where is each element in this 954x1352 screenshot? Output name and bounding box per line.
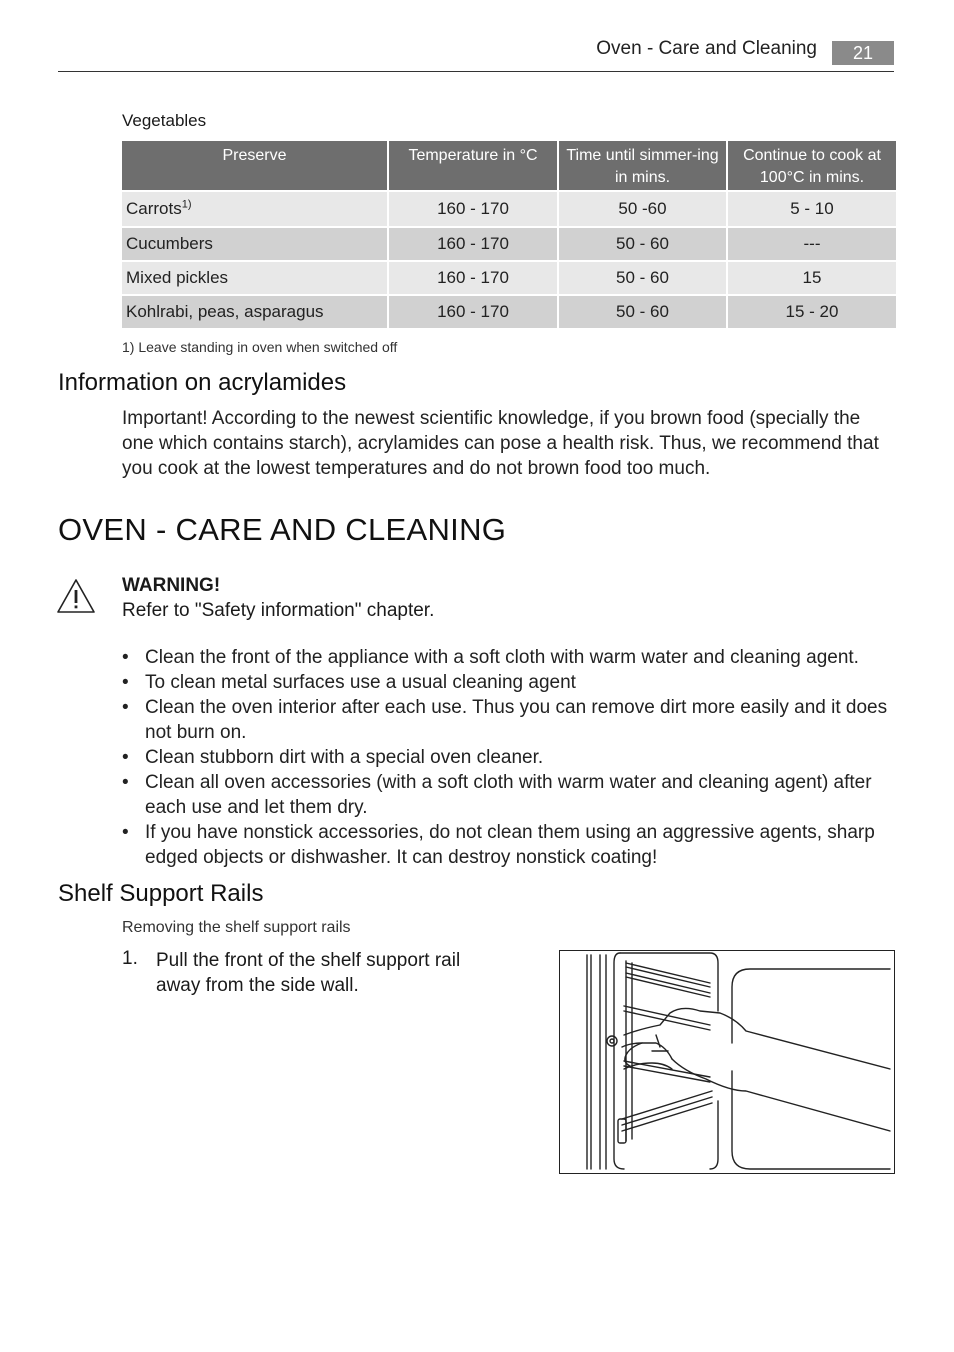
- table-footnote: 1) Leave standing in oven when switched off: [122, 339, 398, 355]
- warning-text: Refer to "Safety information" chapter.: [122, 600, 435, 621]
- table-cell: 50 -60: [559, 192, 726, 226]
- step-number: 1.: [122, 948, 138, 969]
- footnote-marker: 1): [181, 198, 192, 211]
- list-item-text: Clean stubborn dirt with a special oven cleaner.: [145, 747, 544, 768]
- step-text: Pull the front of the shelf support rail away from the side wall.: [156, 950, 461, 996]
- important-lead: Important!: [122, 408, 208, 429]
- column-header: Time until simmer-ing in mins.: [559, 141, 726, 190]
- list-item-text: Clean all oven accessories (with a soft cloth with warm water and cleaning agent) after each use and let them dry.: [145, 772, 872, 818]
- table-cell: 160 - 170: [389, 262, 557, 294]
- list-item-text: Clean the oven interior after each use. Thus you can remove dirt more easily and it does not burn on.: [145, 697, 888, 743]
- table-header-row: [122, 141, 896, 190]
- list-item: [122, 670, 902, 695]
- bullet: •: [122, 747, 129, 768]
- list-item: [122, 820, 902, 870]
- column-header: Continue to cook at 100°C in mins.: [728, 141, 896, 190]
- table-row: [122, 192, 896, 226]
- table-cell: 50 - 60: [559, 296, 726, 328]
- table-cell: Mixed pickles: [122, 262, 387, 294]
- bullet: •: [122, 672, 129, 693]
- table-cell: 50 - 60: [559, 228, 726, 260]
- acrylamides-paragraph: [122, 406, 892, 481]
- list-item: [122, 645, 902, 670]
- acrylamides-heading: Information on acrylamides: [58, 369, 347, 396]
- list-item: [122, 770, 902, 820]
- list-item-text: Clean the front of the appliance with a soft cloth with warm water and cleaning agent.: [145, 647, 859, 668]
- warning-title: WARNING!: [122, 575, 221, 596]
- page-number: 21: [832, 41, 894, 65]
- chapter-title: OVEN - CARE AND CLEANING: [58, 512, 507, 547]
- column-header: Temperature in °C: [389, 141, 557, 190]
- table-row: [122, 228, 896, 260]
- table-cell: ---: [728, 228, 896, 260]
- table-cell: 160 - 170: [389, 228, 557, 260]
- list-item-text: To clean metal surfaces use a usual cleaning agent: [145, 672, 576, 693]
- list-item: [122, 695, 902, 745]
- bullet: •: [122, 647, 129, 668]
- table-cell: 50 - 60: [559, 262, 726, 294]
- table-row: [122, 296, 896, 328]
- vegetables-table: [120, 139, 898, 330]
- warning-icon: [56, 578, 96, 614]
- table-cell: Cucumbers: [122, 228, 387, 260]
- shelf-rail-illustration: [559, 950, 895, 1174]
- acrylamides-text: According to the newest scientific knowledge, if you brown food (specially the one which contains starch), acrylamides can pose a health risk. Thus, we recommend that you cook at the lowest temperatures and do not brown food too much.: [122, 408, 879, 479]
- table-cell: 160 - 170: [389, 192, 557, 226]
- column-header: Preserve: [122, 141, 387, 190]
- table-title: Vegetables: [122, 111, 207, 130]
- bullet: •: [122, 772, 129, 793]
- shelf-heading: Shelf Support Rails: [58, 880, 264, 907]
- bullet: •: [122, 697, 129, 718]
- preserve-name: Carrots: [126, 199, 182, 218]
- table-row: [122, 262, 896, 294]
- table-cell: 160 - 170: [389, 296, 557, 328]
- header-rule: [58, 71, 894, 72]
- table-cell: 15: [728, 262, 896, 294]
- table-cell: 5 - 10: [728, 192, 896, 226]
- table-cell: 15 - 20: [728, 296, 896, 328]
- cleaning-list: [122, 645, 902, 870]
- bullet: •: [122, 822, 129, 843]
- running-header-title: Oven - Care and Cleaning: [596, 38, 817, 59]
- list-item-text: If you have nonstick accessories, do not clean them using an aggressive agents, sharp edged objects or dishwasher. It can destroy nonstick coating!: [145, 822, 875, 868]
- table-cell: [122, 192, 387, 226]
- shelf-subheading: Removing the shelf support rails: [122, 919, 351, 936]
- list-item: [122, 745, 902, 770]
- table-cell: Kohlrabi, peas, asparagus: [122, 296, 387, 328]
